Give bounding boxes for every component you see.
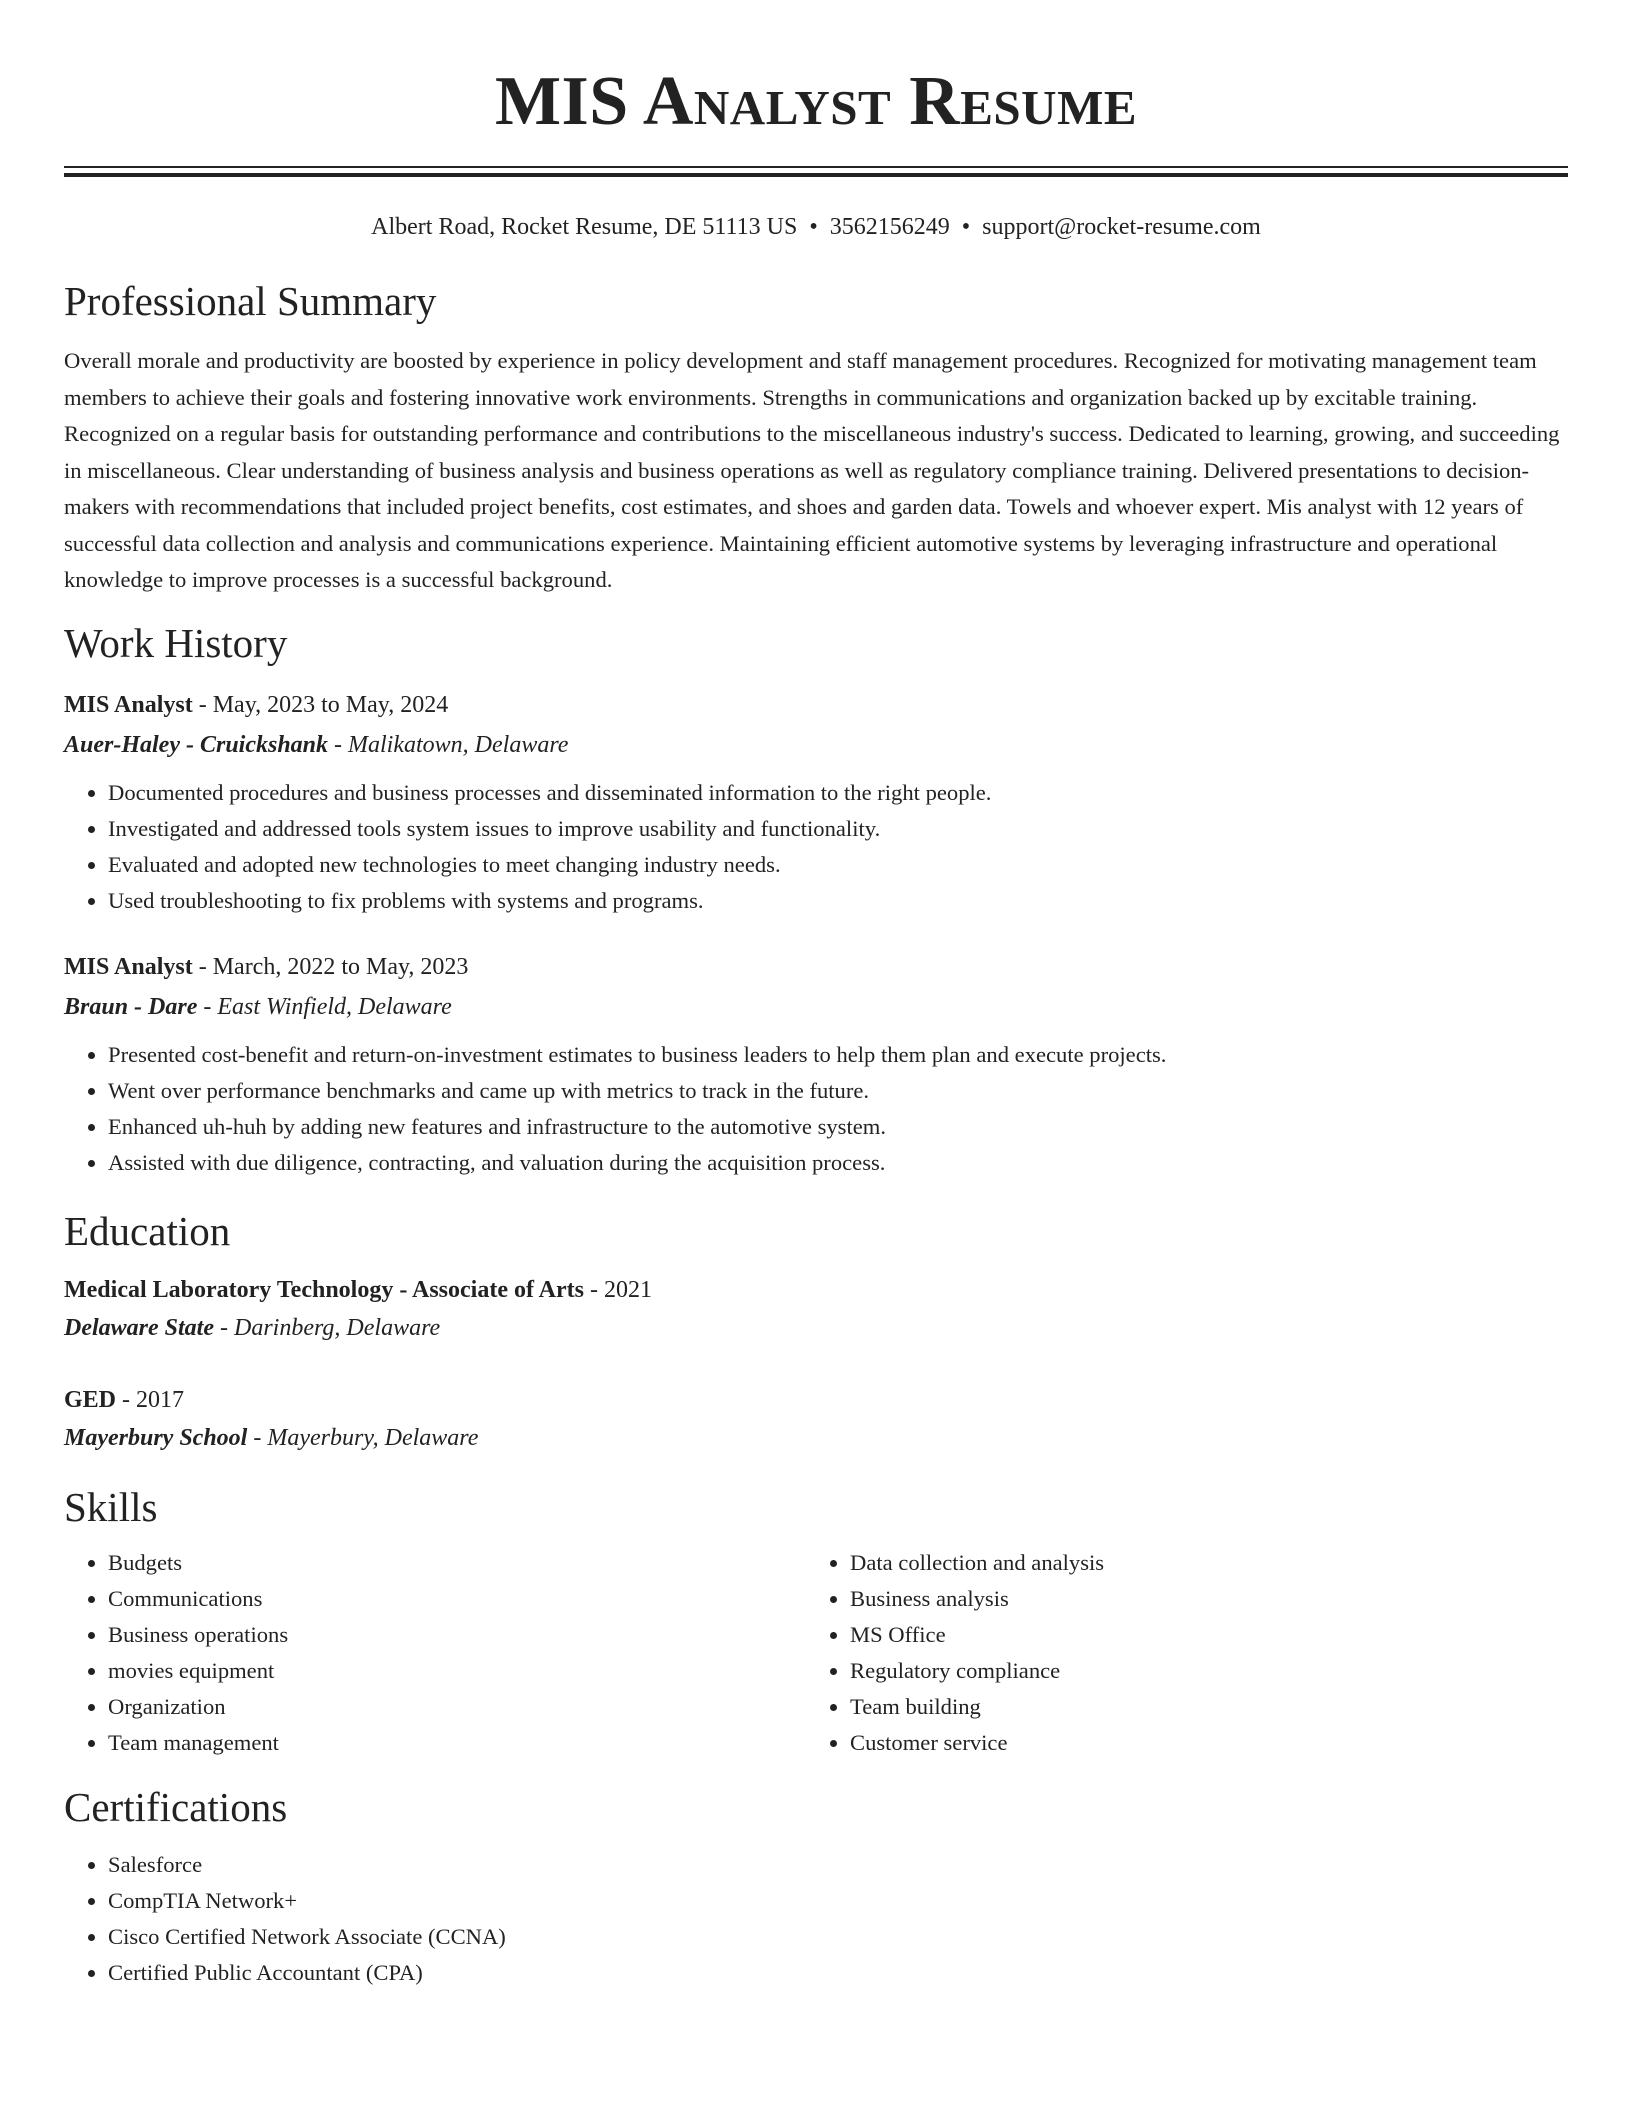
company-line: [64, 725, 1568, 765]
degree-name: Medical Laboratory Technology - Associate of Arts: [64, 1276, 584, 1303]
list-item: • Enhanced uh-huh by adding new features and infrastructure to the automotive system.: [108, 1109, 1568, 1145]
job-dates: - March, 2022 to May, 2023: [192, 953, 469, 980]
list-item: • Used troubleshooting to fix problems with systems and programs.: [108, 883, 1568, 919]
skills-column-right: [806, 1545, 1548, 1761]
work-history-heading: Work History: [64, 619, 288, 666]
job-bullets: [64, 1037, 1568, 1181]
title-divider: [64, 166, 1568, 177]
school-name: Mayerbury School: [64, 1424, 248, 1451]
company-name: Auer-Haley - Cruickshank: [64, 731, 329, 758]
school-location: - Darinberg, Delaware: [214, 1314, 441, 1341]
contact-phone: 3562156249: [829, 214, 950, 240]
list-item: • Data collection and analysis: [850, 1545, 1548, 1581]
school-line: [64, 1309, 1568, 1347]
education-entry: [64, 1381, 1568, 1457]
degree-year: - 2017: [116, 1386, 185, 1413]
contact-address: Albert Road, Rocket Resume, DE 51113 US: [371, 214, 798, 240]
skills-list: [806, 1545, 1548, 1761]
company-name: Braun - Dare: [64, 993, 198, 1020]
education-entry: [64, 1271, 1568, 1347]
list-item: • Documented procedures and business processes and disseminated information to the right people.: [108, 775, 1568, 811]
contact-separator: •: [809, 214, 818, 240]
job-title-line: [64, 947, 1568, 987]
list-item: • movies equipment: [108, 1653, 806, 1689]
skills-list: [64, 1545, 806, 1761]
resume-title: MIS Analyst Resume: [494, 63, 1137, 140]
skills-column-left: [64, 1545, 806, 1761]
list-item: • Team building: [850, 1689, 1548, 1725]
list-item: • Business analysis: [850, 1581, 1548, 1617]
list-item: • Went over performance benchmarks and came up with metrics to track in the future.: [108, 1073, 1568, 1109]
degree-line: [64, 1271, 1568, 1309]
list-item: • Budgets: [108, 1545, 806, 1581]
job-bullets: [64, 775, 1568, 919]
skills-heading: Skills: [64, 1483, 158, 1530]
certifications-heading: Certifications: [64, 1783, 288, 1830]
degree-year: - 2021: [583, 1276, 652, 1303]
school-name: Delaware State: [64, 1314, 214, 1341]
job-title-line: [64, 685, 1568, 725]
job-entry: [64, 947, 1568, 1181]
job-dates: - May, 2023 to May, 2024: [192, 691, 449, 718]
school-line: [64, 1419, 1568, 1457]
degree-name: GED: [64, 1386, 117, 1413]
summary-heading: Professional Summary: [64, 278, 437, 324]
skills-grid: [64, 1545, 1568, 1761]
job-title: MIS Analyst: [64, 953, 193, 980]
list-item: • Evaluated and adopted new technologies to meet changing industry needs.: [108, 847, 1568, 883]
list-item: • CompTIA Network+: [108, 1883, 1568, 1919]
degree-line: [64, 1381, 1568, 1419]
contact-email: support@rocket-resume.com: [982, 214, 1261, 240]
list-item: • Organization: [108, 1689, 806, 1725]
list-item: • Communications: [108, 1581, 806, 1617]
contact-separator: •: [961, 214, 971, 240]
list-item: • Cisco Certified Network Associate (CCNA): [108, 1919, 1568, 1955]
list-item: • MS Office: [850, 1617, 1548, 1653]
job-entry: [64, 685, 1568, 919]
list-item: • Presented cost-benefit and return-on-investment estimates to business leaders to help them plan and execute projects.: [108, 1037, 1568, 1073]
company-location: - Malikatown, Delaware: [328, 731, 569, 758]
summary-text: Overall morale and productivity are boosted by experience in policy development and staff management procedures. Recognized for motivating management team members to achieve their goals and fostering innovative work environments. Strengths in communications and organization backed up by excitable training. Recognized on a regular basis for outstanding performance and contributions to the miscellaneous industry's success. Dedicated to learning, growing, and succeeding in miscellaneous. Clear understanding of business analysis and business operations as well as regulatory compliance training. Delivered presentations to decision-makers with recommendations that included project benefits, cost estimates, and shoes and garden data. Towels and whoever expert. Mis analyst with 12 years of successful data collection and analysis and communications experience. Maintaining efficient automotive systems by leveraging infrastructure and operational knowledge to improve processes is a successful background.: [64, 348, 1560, 592]
list-item: • Salesforce: [108, 1847, 1568, 1883]
list-item: • Team management: [108, 1725, 806, 1761]
list-item: • Investigated and addressed tools system issues to improve usability and functionality.: [108, 811, 1568, 847]
company-line: [64, 987, 1568, 1027]
contact-line: [64, 211, 1568, 243]
list-item: • Assisted with due diligence, contracting, and valuation during the acquisition process.: [108, 1145, 1568, 1181]
company-location: - East Winfield, Delaware: [197, 993, 452, 1020]
job-title: MIS Analyst: [64, 691, 193, 718]
list-item: • Business operations: [108, 1617, 806, 1653]
list-item: • Certified Public Accountant (CPA): [108, 1955, 1568, 1991]
list-item: • Customer service: [850, 1725, 1548, 1761]
list-item: • Regulatory compliance: [850, 1653, 1548, 1689]
school-location: - Mayerbury, Delaware: [247, 1424, 479, 1451]
certifications-list: [64, 1847, 1568, 1991]
education-heading: Education: [64, 1207, 231, 1254]
